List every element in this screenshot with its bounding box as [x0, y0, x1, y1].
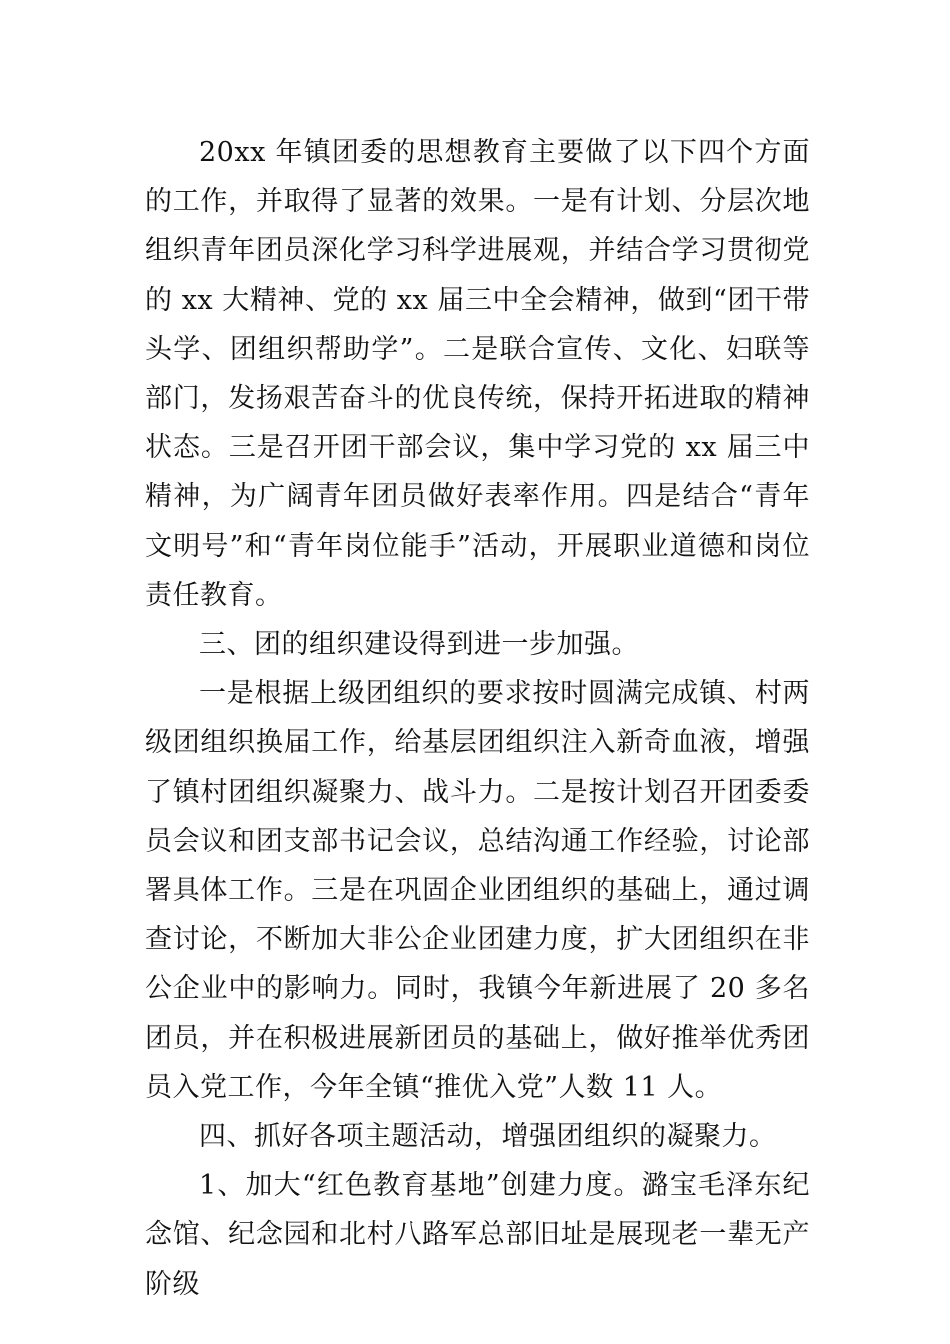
heading-section-three: 三、团的组织建设得到进一步加强。	[199, 629, 639, 661]
paragraph-organization-building: 一是根据上级团组织的要求按时圆满完成镇、村两级团组织换届工作，给基层团组织注入新奇血液，增强了镇村团组织凝聚力、战斗力。二是按计划召开团委委员会议和团支部书记会议，总结沟通工作经验，讨论部署具体工作。三是在巩固企业团组织的基础上，通过调查讨论，不断加大非公企业团建力度，扩大团组织在非公企业中的影响力。同时，我镇今年新进展了 20 多名团员，并在积极进展新团员的基础上，做好推举优秀团员入党工作，今年全镇“推优入党”人数 11 人。	[145, 678, 810, 1103]
paragraph-ideological-education: 20xx 年镇团委的思想教育主要做了以下四个方面的工作，并取得了显著的效果。一是有计划、分层次地组织青年团员深化学习科学进展观，并结合学习贯彻党的 xx 大精神、党的 xx 届三中全会精神，做到“团干带头学、团组织帮助学”。二是联合宣传、文化、妇联等部门，发扬艰苦奋斗的优良传统，保持开拓进取的精神状态。三是召开团干部会议，集中学习党的 xx 届三中精神，为广阔青年团员做好表率作用。四是结合“青年文明号”和“青年岗位能手”活动，开展职业道德和岗位责任教育。	[145, 137, 810, 611]
document-body	[145, 128, 810, 1309]
paragraph-red-education-base: 1、加大“红色教育基地”创建力度。潞宝毛泽东纪念馆、纪念园和北村八路军总部旧址是展现老一辈无产阶级	[145, 1170, 810, 1300]
heading-section-four: 四、抓好各项主题活动，增强团组织的凝聚力。	[199, 1121, 777, 1153]
